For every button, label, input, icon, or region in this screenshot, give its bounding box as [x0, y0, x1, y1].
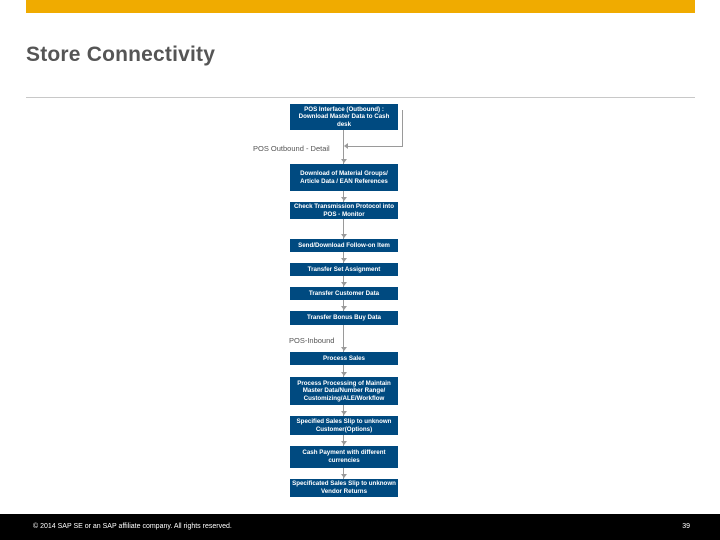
pos-outbound-label: POS Outbound - Detail [253, 144, 330, 153]
flow-step-7: Transfer Bonus Buy Data [290, 311, 398, 325]
flow-step-11: Cash Payment with different currencies [290, 446, 398, 468]
flow-step-1: POS Interface (Outbound) : Download Master Data to Cash desk [290, 104, 398, 130]
flow-step-9: Process Processing of Maintain Master Data/Number Range/ Customizing/ALE/Workflow [290, 377, 398, 405]
arrow-to-step-8 [341, 347, 347, 351]
arrow-to-step-12 [341, 474, 347, 478]
flow-step-12: Specificated Sales Slip to unknown Vendor Returns [290, 479, 398, 497]
flow-step-3: Check Transmission Protocol into POS - Monitor [290, 202, 398, 219]
arrow-to-step-3 [341, 197, 347, 201]
arrow-to-step-7 [341, 306, 347, 310]
flow-step-4: Send/Download Follow-on Item [290, 239, 398, 252]
loop-arrow [344, 143, 348, 149]
flow-step-8: Process Sales [290, 352, 398, 365]
flow-step-2: Download of Material Groups/ Article Data / EAN References [290, 164, 398, 191]
footer-copyright: © 2014 SAP SE or an SAP affiliate company. All rights reserved. [33, 523, 232, 530]
arrow-to-step-5 [341, 258, 347, 262]
arrow-to-step-11 [341, 441, 347, 445]
flow-step-10: Specified Sales Slip to unknown Customer(Options) [290, 416, 398, 435]
loop-connector-right [402, 110, 403, 146]
arrow-to-step-6 [341, 282, 347, 286]
arrow-to-step-10 [341, 411, 347, 415]
page-number: 39 [682, 523, 690, 530]
loop-connector-horizontal [348, 146, 403, 147]
flow-step-6: Transfer Customer Data [290, 287, 398, 300]
arrow-to-step-4 [341, 234, 347, 238]
pos-inbound-label: POS-Inbound [289, 336, 335, 345]
slide-title: Store Connectivity [26, 43, 216, 66]
arrow-to-step-9 [341, 372, 347, 376]
arrow-to-step-2 [341, 159, 347, 163]
flow-step-5: Transfer Set Assignment [290, 263, 398, 276]
footer-bar [0, 514, 720, 540]
